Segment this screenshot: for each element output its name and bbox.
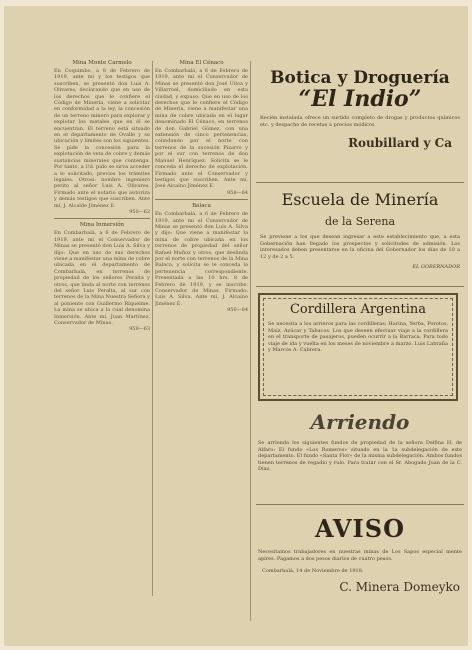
notice-footer-balaca: 950—64 [227, 307, 248, 314]
ad-arriendo [254, 410, 466, 473]
ad-aviso-title: AVISO [315, 514, 405, 543]
notice-footer-inmersion: 959—63 [129, 326, 150, 333]
ad-rule-2 [256, 286, 464, 287]
newspaper-page [4, 6, 468, 646]
column-divider [54, 218, 150, 219]
ad-aviso-sign: C. Minera Domeyko [339, 580, 460, 594]
ad-escuela-text: Se previene a los que desean ingresar a este establecimiento que, a esta Gobernación han llegado los prospectos y solicitudes de admisión. Los interesados deben presentarse en la oficina del Gobernador los días de 10 a 12 y de 2 a 5. [260, 234, 460, 260]
ad-botica-owner: Roubillard y Ca [348, 136, 452, 150]
column-rule-1 [152, 61, 153, 596]
ad-escuela-sign: EL GOBERNADOR [412, 264, 460, 270]
ad-botica-name: “El Indio” [298, 86, 422, 112]
ad-aviso [254, 514, 466, 594]
ad-botica [254, 68, 466, 150]
column-divider [155, 199, 248, 200]
notice-footer-monte-carmelo: 950—62 [129, 208, 150, 215]
ad-rule-3 [256, 504, 464, 505]
ad-escuela-subtitle: de la Serena [324, 215, 396, 228]
ad-aviso-date: Combarbalá, 14 de Noviembre de 1918. [262, 568, 364, 574]
notice-title-inmersion: Mina Inmersión [79, 222, 125, 229]
ad-cordillera-box [258, 293, 458, 401]
ad-arriendo-title: Arriendo [310, 410, 410, 434]
column-rule-2 [250, 61, 251, 621]
ad-cordillera-title: Cordillera Argentina [289, 302, 427, 317]
notice-footer-cenaco: 958—64 [227, 189, 248, 196]
ad-escuela-title: Escuela de Minería [281, 190, 439, 209]
notice-title-cenaco: Mina El Cénaco [179, 60, 224, 66]
notice-body-cenaco: En Combarbalá, a 6 de Febrero de 1919, ante mí el Conservador de Minas se presentó don José Ulloa y Villarroel, domiciliado en esta ciudad, y expuso: Que en uso de los derechos que le confiere el Código de Minería, viene a manifestar una mina de cobre ubicada en el lugar denominado El Cénaco, en terrenos de don Gabriel Gómez, con una extensión de cinco pertenencias, colindando por el norte con terrenos de la sucesión Pizarro y por el sur con terrenos de don Manuel Henríquez. Solicita se le conceda el derecho de explotación. Firmado ante el Conservador y testigos que suscriben. Ante mí, José Alcaíno Jiménez E. [155, 68, 248, 190]
notice-title-monte-carmelo: Mina Monte Carmelo [72, 60, 132, 66]
left-column [54, 58, 150, 598]
ad-botica-text: Recién instalada ofrece un surtido completo de drogas y productos químicos etc. y despacho de recetas a precios módicos [260, 115, 460, 128]
ad-arriendo-text: Se arrienda los siguientes fundos de propiedad de la señora Delfina H. de Alfaro: El fundo «Los Romeros» situado en la 1a subdelegación de este departamento. El fundo «Santa Flor» de la misma subdelegación. Ambos fundos tienen terrenos de regadío y rulo. Para tratar con el Sr. Abogado Juan de la C. Díaz. [258, 440, 462, 472]
ad-cordillera-text: Se necesita a los arrieros para las cordilleras: Harina, Yerba, Porotos, Maíz, Azúcar y Tabacos. Los que deseen efectuar viaje a la cordillera en el transporte de pasajeros, pueden ocurrir a la Barraca. Para todo viaje de ida y vuelta en los meses de noviembre a marzo. Luis Labraña y Marcos A. Cabrera. [268, 321, 448, 353]
notice-body-balaca: En Combarbalá, a 6 de Febrero de 1919, ante mí el Conservador de Minas se presentó don Luis A. Silva y dijo: Que viene a manifestar la mina de cobre ubicada en los terrenos de propiedad del señor Rafael Muñoz y otros, que deslinda por el norte con terrenos de la Mina Balaca, y solicita se le conceda la pertenencia correspondiente. Presentada a las 10 hrs. 8 de Febrero de 1919, y se inscribe. Conservador de Minas. Firmado: Luis A. Silva. Ante mí, J. Alcaíno Jiménez E. [155, 211, 248, 307]
notice-body-inmersion: En Combarbalá, a 6 de Febrero de 1919, ante mí el Conservador de Minas se presentó don Luis A. Silva y dijo: Que en uso de sus derechos viene a manifestar una mina de cobre ubicada en el departamento de Combarbalá, en terrenos de propiedad de los señores Peralta y otros, que linda al norte con terrenos del señor Luis Peralta, al sur con terrenos de la Mina Nuestra Señora y al poniente con Guillermo Riquelme. La mina se ubica a la cual denomina Inmersión. Ante mí, Juan Martínez, Conservador de Minas. [54, 230, 150, 327]
notice-title-balaca: Balaca [192, 203, 211, 210]
middle-column [155, 58, 248, 598]
ad-botica-title: Botica y Droguería [270, 68, 450, 88]
ad-rule-1 [256, 182, 464, 183]
notice-body-monte-carmelo: En Coquimbo, a 8 de Febrero de 1919, ante mí y los testigos que suscriben, se presentó don Luis A. Olivares, declarando que en uso de los derechos que le confiere el Código de Minería, viene a solicitar en conformidad a la ley, la concesión de un terreno minero para explorar y explotar los metales que en él se encuentran. El terreno está situado en el departamento de Ovalle y su ubicación y límites son los siguientes. Se pide la concesión para la explotación de veta de cobre y demás sustancias minerales que contenga. Por tanto, a Ud. pido se sirva acceder a lo solicitado, previos los trámites legales. Otrosí: nombro ingeniero perito al señor Luis A. Olivares. Firmado ante el notario que autoriza y demás testigos que suscriben. Ante mí, J. Alcalde Jiménez E. [54, 68, 150, 209]
ad-aviso-text: Necesitamos trabajadores en nuestras minas de Los Sapos especial mente apires. Pagamos a dos pesos diarios de cuatro pesos. [258, 549, 462, 562]
ad-escuela [254, 190, 466, 270]
